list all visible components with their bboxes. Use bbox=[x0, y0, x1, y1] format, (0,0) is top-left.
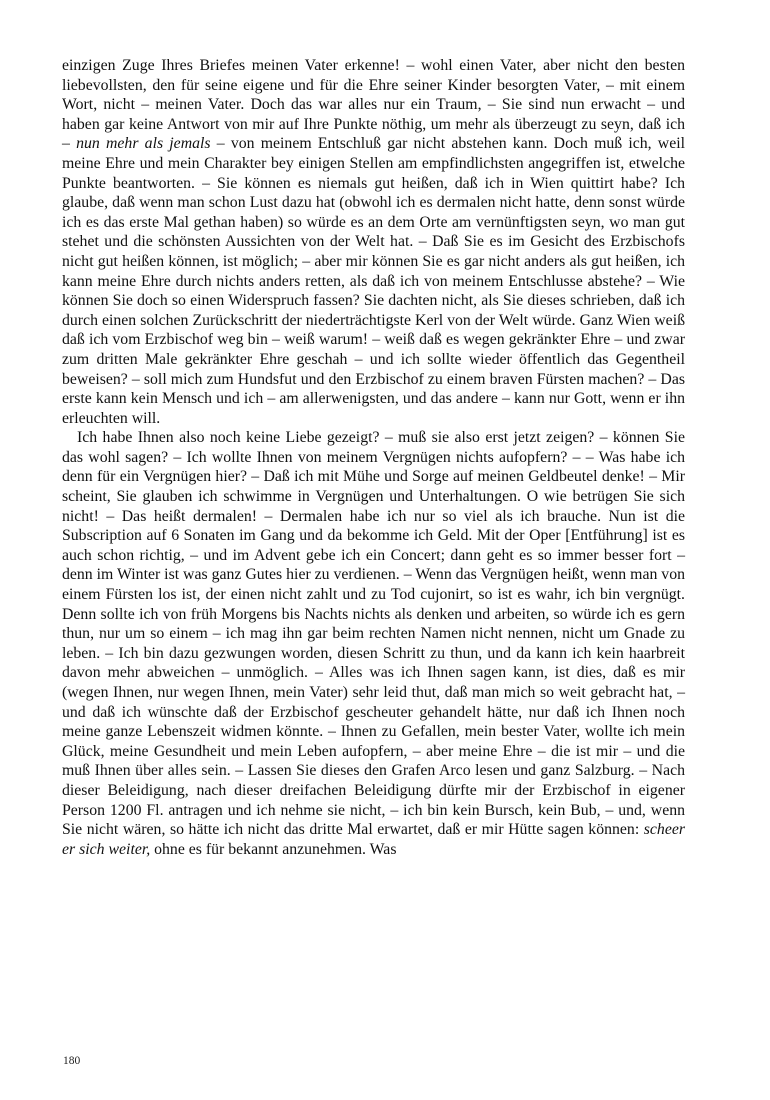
paragraph bbox=[62, 428, 685, 859]
page-number: 180 bbox=[63, 1055, 81, 1067]
text-run: Ich habe Ihnen also noch keine Liebe gezeigt? – muß sie also erst jetzt zeigen? – können Sie das wohl sagen? – Ich wollte Ihnen von meinem Vergnügen nichts aufopfern? – – Was habe ich denn für ein Vergnügen hier? – Daß ich mit Mühe und Sorge auf meinen Geldbeutel denke! – Mir scheint, Sie glauben ich schwimme in Vergnügen und Unterhaltungen. O wie betrügen Sie sich nicht! – Das heißt dermalen! – Dermalen habe ich nur so viel als ich brauche. Nun ist die Subscription auf 6 Sonaten im Gang und da bekomme ich Geld. Mit der Oper [Entführung] ist es auch schon richtig, – und im Advent gebe ich ein Concert; dann geht es so immer besser fort – denn im Winter ist was ganz Gutes hier zu verdienen. – Wenn das Vergnügen heißt, wenn man von einem Fürsten los ist, der einen nicht zahlt und zu Tod cujonirt, so ist es wahr, ich bin vergnügt. Denn sollte ich von früh Morgens bis Nachts nichts als denken und arbeiten, so würde ich es gern thun, nur um so einem – ich mag ihn gar beim rechten Namen nicht nennen, nicht um Gnade zu leben. – Ich bin dazu gezwungen worden, diesen Schritt zu thun, und da kann ich kein haarbreit davon mehr abweichen – unmöglich. – Alles was ich Ihnen sagen kann, ist dies, daß es mir (wegen Ihnen, nur wegen Ihnen, mein Vater) sehr leid thut, daß man mich so weit gebracht hat, – und daß ich wünschte daß der Erzbischof gescheuter gehandelt hätte, nur daß ich Ihnen noch meine ganze Lebenszeit widmen könnte. – Ihnen zu Gefallen, mein bester Vater, wollte ich mein Glück, meine Gesundheit und mein Leben aufopfern, – aber meine Ehre – die ist mir – und die muß Ihnen über alles sein. – Lassen Sie dieses den Grafen Arco lesen und ganz Salzburg. – Nach dieser Beleidigung, nach dieser dreifachen Beleidigung dürfte mir der Erzbischof in eigener Person 1200 Fl. antragen und ich nehme sie nicht, – ich bin kein Bursch, kein Bub, – und, wenn Sie nicht wären, so hätte ich nicht das dritte Mal erwartet, daß er mir Hütte sagen können: bbox=[62, 429, 685, 839]
emphasized-text-run: scheer er sich weiter, bbox=[62, 821, 685, 858]
letter-text-block bbox=[62, 56, 685, 859]
paragraph bbox=[62, 56, 685, 428]
text-run: einzigen Zuge Ihres Briefes meinen Vater erkenne! – wohl einen Vater, aber nicht den besten liebevollsten, den für seine eigene und für die Ehre seiner Kinder besorgten Vater, – mit einem Wort, nicht – meinen Vater. Doch das war alles nur ein Traum, – Sie sind nun erwacht – und haben gar keine Antwort von mir auf Ihre Punkte nöthig, um mehr als überzeugt zu seyn, daß ich – bbox=[62, 57, 685, 153]
text-run: ohne es für bekannt anzunehmen. Was bbox=[150, 840, 397, 858]
text-run: – von meinem Entschluß gar nicht abstehen kann. Doch muß ich, weil meine Ehre und mein Charakter bey einigen Stellen am empfindlichsten angegriffen ist, etwelche Punkte beantworten. – Sie können es niemals gut heißen, daß ich in Wien quittirt habe? Ich glaube, daß wenn man schon Lust dazu hat (obwohl ich es dermalen nicht hatte, denn sonst würde ich es das erste Mal gethan haben) so würde es an dem Orte am vernünftigsten seyn, wo man gut stehet und die schönsten Aussichten von der Welt hat. – Daß Sie es im Gesicht des Erzbischofs nicht gut heißen können, ist möglich; – aber mir können Sie es gar nicht anders als gut heißen, ich kann meine Ehre durch nichts anders retten, als daß ich von meinem Entschlusse abstehe? – Wie können Sie doch so einen Widerspruch fassen? Sie dachten nicht, als Sie dieses schrieben, daß ich durch einen solchen Zurückschritt der niederträchtigste Kerl von der Welt würde. Ganz Wien weiß daß ich vom Erzbischof weg bin – weiß warum! – weiß daß es wegen gekränkter Ehre – und zwar zum dritten Male gekränkter Ehre geschah – und ich sollte wieder öffentlich das Gegentheil beweisen? – soll mich zum Hundsfut und den Erzbischof zu einem braven Fürsten machen? – Das erste kann kein Mensch und ich – am allerwenigsten, und das andere – kann nur Gott, wenn er ihn erleuchten will. bbox=[62, 135, 685, 427]
emphasized-text-run: nun mehr als jemals bbox=[76, 135, 211, 153]
